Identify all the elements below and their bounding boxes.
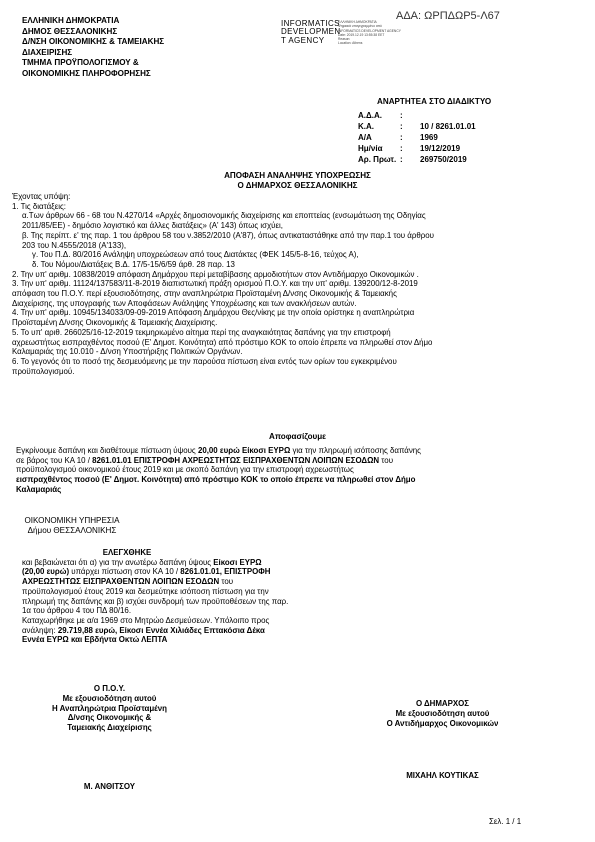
signature-line: Ταμειακής Διαχείρισης (67, 723, 152, 733)
meta-key: Κ.Α. (358, 122, 374, 131)
header-line: ΔΙΑΧΕΙΡΙΣΗΣ (22, 47, 73, 57)
signature-details (338, 20, 401, 46)
meta-row (358, 143, 476, 154)
approval-line: προϋπολογισμού οικονομικού έτους 2019 και με σκοπό δαπάνη για την επιστροφή αχρεωστήτως (16, 465, 354, 475)
meta-row (358, 121, 476, 132)
logo-line: INFORMATICS (281, 19, 340, 28)
approval-text: σε βάρος του ΚΑ 10 / (16, 455, 93, 465)
signatory-name-left: Μ. ΑΝΘΙΤΣΟΥ (83, 782, 136, 791)
signature-line: Με εξουσιοδότηση αυτού (62, 693, 157, 703)
digital-signature-stamp (281, 19, 401, 46)
verification-text: υπάρχει πίστωση στον ΚΑ 10 / (69, 567, 181, 577)
verification-account: 8261.01.01, ΕΠΙΣΤΡΟΦΗ (180, 567, 271, 577)
signature-line: Ο Αντιδήμαρχος Οικονομικών (386, 718, 499, 728)
consideration-item: 1. Τις διατάξεις: (12, 201, 66, 211)
meta-row (358, 132, 476, 143)
approval-amount: 20,00 ευρώ (197, 446, 240, 455)
consideration-subitem: α.Των άρθρων 66 - 68 του Ν.4270/14 «Αρχές δημοσιονομικής διαχείρισης και εποπτείας (ενσωμάτωση της Οδηγίας (22, 211, 426, 221)
verification-line (22, 558, 402, 568)
signatory-name-right: ΜΙΧΑΗΛ ΚΟΥΤΙΚΑΣ (406, 771, 479, 780)
consideration-item: αχρεωστήτως εισπραχθέντος ποσού (Ε' Δημοτ. Κοινότητα) από πρόστιμο ΚΟΚ το οποίο έπρεπε να πληρωθεί στον Δήμο (12, 337, 433, 347)
approval-line: Καλαμαριάς (16, 484, 62, 494)
verification-heading: ΕΛΕΓΧΘΗΚΕ (102, 548, 152, 557)
meta-key: Ημ/νία (358, 144, 383, 153)
meta-colon: : (400, 111, 403, 120)
header-line: ΔΗΜΟΣ ΘΕΣΣΑΛΟΝΙΚΗΣ (22, 26, 118, 36)
approval-amount-words: Είκοσι ΕΥΡΩ (239, 446, 291, 455)
meta-value: 19/12/2019 (420, 144, 461, 153)
remaining-amount-words: Είκοσι Εννέα Χιλιάδες Επτακόσια Δέκα (117, 625, 265, 635)
finance-service (22, 516, 122, 536)
verification-line: 1α του άρθρου 4 του ΠΔ 80/16. (22, 606, 132, 616)
approval-line (16, 446, 583, 456)
signature-detail-line: Date: 2019.12.19 13:55:38 EET (338, 32, 385, 37)
verification-amount: (20,00 ευρώ) (22, 567, 70, 577)
considerations-intro: Έχοντας υπόψη: (12, 192, 71, 201)
meta-colon: : (400, 133, 403, 142)
verification-line: Καταχωρήθηκε με α/α 1969 στο Μητρώο Δεσμεύσεων. Υπόλοιπο προς (22, 615, 270, 625)
signature-line: Ο Π.Ο.Υ. (93, 684, 126, 693)
signature-detail-line: Ψηφιακά υπογεγραμμένο από (338, 24, 382, 29)
signature-block-right (355, 699, 530, 728)
consideration-item: 6. Το γεγονός ότι το ποσό της δεσμευόμενης με την παρούσα πίστωση είναι εντός των ορίων του εγκεκριμένου (12, 356, 397, 366)
verification-text: και βεβαιώνεται ότι α) για την ανωτέρω δαπάνη ύψους (22, 557, 214, 567)
consideration-subitem: β. Της περίπτ. ε' της παρ. 1 του άρθρου 58 του ν.3852/2010 (Α'87), όπως αντικαταστάθηκε από την παρ.1 του άρθρου (22, 230, 434, 240)
verification-line (22, 567, 402, 577)
consideration-item: 2. Την υπ' αριθμ. 10838/2019 απόφαση Δημάρχου περί μεταβίβασης αρμοδιοτήτων στον Αντιδήμαρχο Οικονομικών . (12, 269, 419, 279)
verification-line: Εννέα ΕΥΡΩ και Εβδήντα Οκτώ ΛΕΠΤΑ (22, 635, 168, 645)
finance-service-line: Δήμου ΘΕΣΣΑΛΟΝΙΚΗΣ (27, 526, 117, 535)
consideration-subitem: γ. Του Π.Δ. 80/2016 Ανάληψη υποχρεώσεων από τους Διατάκτες (ΦΕΚ 145/5-8-16, τεύχος Α), (32, 250, 359, 260)
issuer-header (22, 16, 164, 80)
consideration-item: 3. Την υπ' αριθμ. 11124/137583/11-8-2019 διαπιστωτική πράξη ορισμού Π.Ο.Υ. και την υπ' αριθμ. 139200/12-8-2019 (12, 279, 418, 289)
meta-value: 10 / 8261.01.01 (420, 122, 476, 131)
signature-detail-line: Reason: (338, 37, 351, 42)
verification-block (22, 548, 402, 645)
signature-agency-name (281, 20, 341, 45)
header-line: ΤΜΗΜΑ ΠΡΟΫΠΟΛΟΓΙΣΜΟΥ & (22, 58, 139, 68)
meta-row (358, 110, 476, 121)
approval-line: εισπραχθέντος ποσού (Ε' Δημοτ. Κοινότητα) από πρόστιμο ΚΟΚ το οποίο έπρεπε να πληρωθεί στον Δήμο (16, 475, 416, 485)
consideration-subitem: 2011/85/ΕΕ) - δημόσιο λογιστικό και άλλες διατάξεις» (Α' 143) όπως ισχύει, (22, 221, 283, 231)
signature-line: Ο ΔΗΜΑΡΧΟΣ (415, 699, 470, 708)
ada-code: ΑΔΑ: ΩΡΠΔΩΡ5-Λ67 (396, 10, 500, 22)
consideration-subitem: δ. Του Νόμου/Διατάξεις Β.Δ. 17/5-15/6/59 άρθ. 28 παρ. 13 (32, 259, 235, 269)
approval-line (16, 456, 583, 466)
approval-account: 8261.01.01 ΕΠΙΣΤΡΟΦΗ ΑΧΡΕΩΣΤΗΤΩΣ ΕΙΣΠΡΑΧΘΕΝΤΩΝ ΛΟΙΠΩΝ ΕΣΟΔΩΝ (92, 455, 380, 465)
verification-line: προϋπολογισμού έτους 2019 και δεσμεύτηκε ισόποση πίστωση για την (22, 586, 269, 596)
meta-colon: : (400, 122, 403, 131)
consideration-item: Διαχείρισης, της υπογραφής των Αποφάσεων Ανάληψης Υποχρέωσης και των ανακλήσεων αυτών. (12, 298, 357, 308)
title-line: Ο ΔΗΜΑΡΧΟΣ ΘΕΣΣΑΛΟΝΙΚΗΣ (237, 181, 358, 190)
meta-value: 269750/2019 (420, 155, 467, 164)
signature-block-left (22, 684, 197, 733)
signature-detail-line: Location: Athens (338, 41, 363, 46)
decision-heading: Αποφασίζουμε (268, 432, 327, 441)
header-line: ΟΙΚΟΝΟΜΙΚΗΣ ΠΛΗΡΟΦΟΡΗΣΗΣ (22, 68, 151, 78)
meta-colon: : (400, 155, 403, 164)
consideration-item: 5. Το υπ' αριθ. 266025/16-12-2019 τεκμηριωμένο αίτημα περί της αναγκαιότητας δαπάνης για την επιστροφή (12, 327, 391, 337)
signature-detail-line: ΕΛΛΗΝΙΚΗ ΔΗΜΟΚΡΑΤΙΑ (338, 20, 377, 24)
verification-line: πληρωμή της δαπάνης και β) ισχύει συνδρομή των προϋποθέσεων της παρ. (22, 596, 289, 606)
approval-text: για την πληρωμή ισόποσης δαπάνης (290, 446, 421, 455)
approval-text: Εγκρίνουμε δαπάνη και διαθέτουμε πίστωση ύψους (16, 446, 198, 455)
posting-notice: ΑΝΑΡΤΗΤΕΑ ΣΤΟ ΔΙΑΔΙΚΤΥΟ (377, 97, 492, 106)
considerations (12, 192, 583, 376)
consideration-item: Καλαμαριάς της 10.010 - Δ/νση Υποστήριξης Πολιτικών Οργάνων. (12, 347, 243, 357)
approval-paragraph (16, 446, 583, 495)
document-metadata (358, 110, 476, 165)
meta-key: Α.Δ.Α. (358, 111, 382, 120)
logo-line: DEVELOPMEN (281, 27, 341, 37)
signature-detail-line: INFORMATICS DEVELOPMENT AGENCY (338, 28, 401, 33)
signature-line: Η Αναπληρώτρια Προϊσταμένη (52, 703, 167, 713)
meta-value: 1969 (420, 133, 438, 142)
document-title (0, 171, 595, 191)
signature-line: Δ/νσης Οικονομικής & (67, 713, 152, 723)
header-line: Δ/ΝΣΗ ΟΙΚΟΝΟΜΙΚΗΣ & ΤΑΜΕΙΑΚΗΣ (22, 37, 165, 47)
verification-text: του (219, 577, 234, 587)
verification-amount-words: Είκοσι ΕΥΡΩ (213, 557, 262, 567)
title-line: ΑΠΟΦΑΣΗ ΑΝΑΛΗΨΗΣ ΥΠΟΧΡΕΩΣΗΣ (224, 171, 371, 180)
consideration-subitem: 203 του Ν.4555/2018 (Α'133), (22, 240, 127, 250)
meta-key: Αρ. Πρωτ. (358, 155, 397, 164)
meta-key: Α/Α (358, 133, 372, 142)
consideration-item: προϋπολογισμού. (12, 366, 75, 376)
meta-row (358, 154, 476, 165)
finance-service-line: ΟΙΚΟΝΟΜΙΚΗ ΥΠΗΡΕΣΙΑ (24, 516, 120, 525)
verification-account-name: ΑΧΡΕΩΣΤΗΤΩΣ ΕΙΣΠΡΑΧΘΕΝΤΩΝ ΛΟΙΠΩΝ ΕΣΟΔΩΝ (22, 577, 220, 587)
consideration-item: Προϊσταμένη Δ/νσης Οικονομικής & Ταμειακής Διαχείρισης. (12, 318, 218, 328)
verification-line (22, 626, 402, 636)
header-line: ΕΛΛΗΝΙΚΗ ΔΗΜΟΚΡΑΤΙΑ (22, 16, 120, 25)
consideration-item: απόφαση του Π.Ο.Υ. περί εξουσιοδότησης, στην αναπληρώτρια Προϊσταμένη Δ/νσης Οικονομικής & Ταμειακής (12, 289, 397, 299)
approval-text: του (379, 455, 394, 465)
logo-line: T AGENCY (281, 35, 325, 45)
signature-line: Με εξουσιοδότηση αυτού (395, 708, 490, 718)
page-number: Σελ. 1 / 1 (489, 817, 522, 826)
meta-colon: : (400, 144, 403, 153)
consideration-item: 4. Την υπ' αριθμ. 10945/134033/09-09-2019 Απόφαση Δημάρχου Θες/νίκης με την οποία ορίστηκε η αναπληρώτρια (12, 308, 415, 318)
remaining-amount: 29.719,88 ευρώ, (57, 625, 118, 635)
verification-line (22, 577, 402, 587)
verification-text: ανάληψη: (22, 625, 58, 635)
